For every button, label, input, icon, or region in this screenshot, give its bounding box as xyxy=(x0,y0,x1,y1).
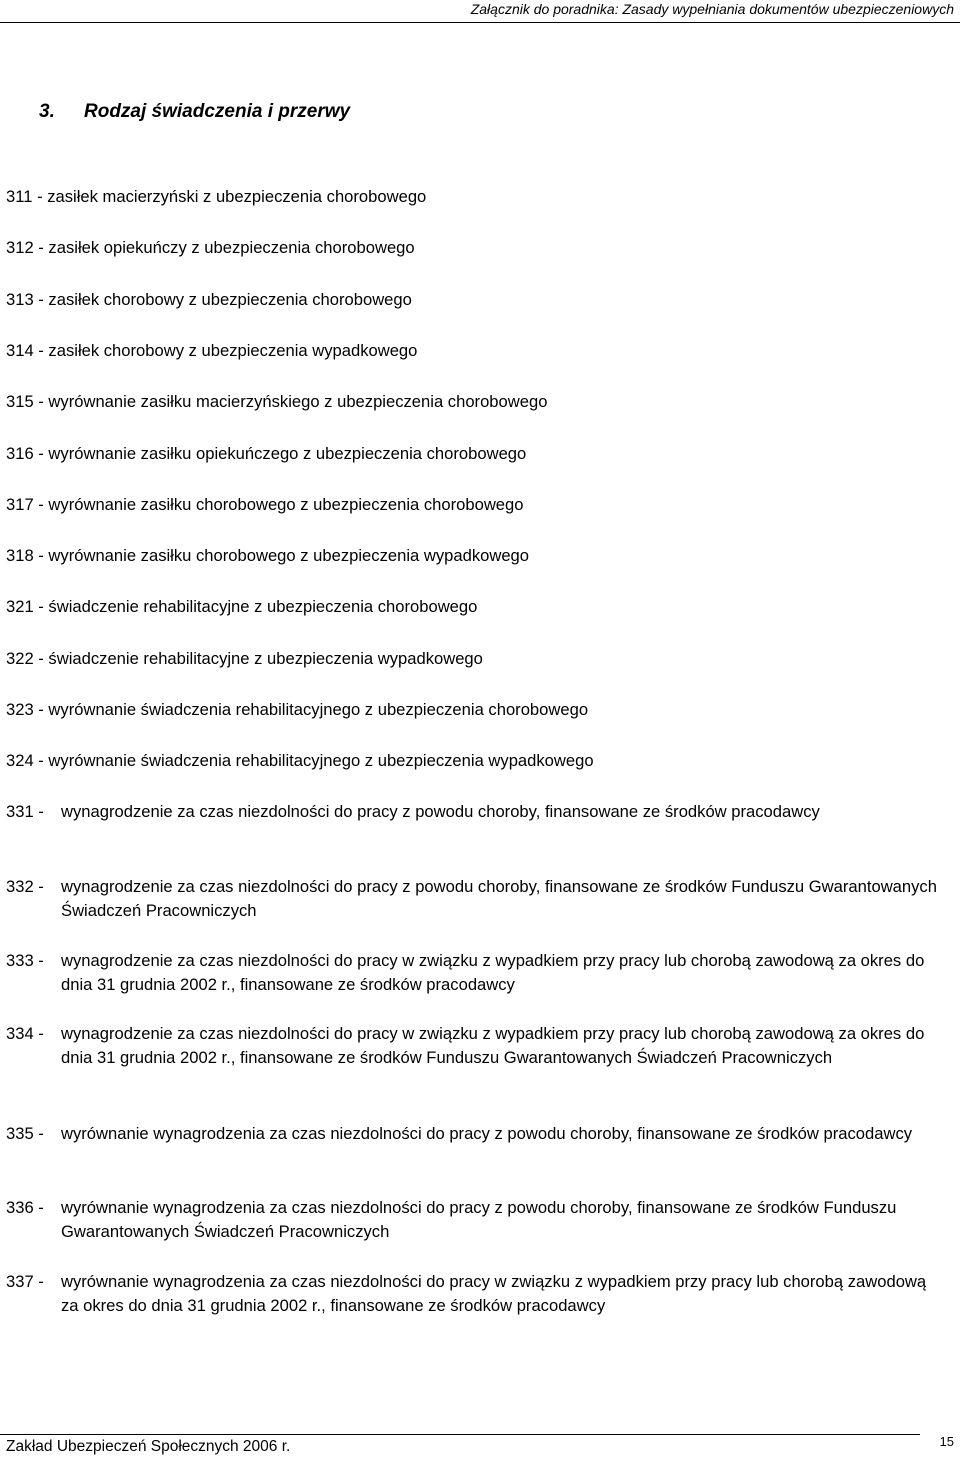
list-item xyxy=(6,647,946,671)
list-item xyxy=(6,544,946,568)
list-item xyxy=(6,949,946,996)
list-item xyxy=(6,698,946,722)
entry-text: 321 - świadczenie rehabilitacyjne z ubezpieczenia chorobowego xyxy=(6,597,478,616)
entry-text: 324 - wyrównanie świadczenia rehabilitacyjnego z ubezpieczenia wypadkowego xyxy=(6,751,594,770)
entry-description: wynagrodzenie za czas niezdolności do pracy w związku z wypadkiem przy pracy lub chorobą zawodową za okres do dnia 31 grudnia 2002 r., finansowane ze środków Funduszu Gwarantowanych Świadczeń Pracowniczych xyxy=(61,1024,925,1067)
footer-divider xyxy=(0,1434,920,1435)
entry-text: 314 - zasiłek chorobowy z ubezpieczenia wypadkowego xyxy=(6,341,418,360)
section-number: 3. xyxy=(39,101,55,122)
section-title: Rodzaj świadczenia i przerwy xyxy=(84,101,351,122)
entry-text: 323 - wyrównanie świadczenia rehabilitacyjnego z ubezpieczenia chorobowego xyxy=(6,700,589,719)
entry-code: 332 - xyxy=(6,877,44,896)
list-item xyxy=(6,1022,946,1069)
list-item xyxy=(6,1270,946,1317)
entry-description: wyrównanie wynagrodzenia za czas niezdolności do pracy z powodu choroby, finansowane ze środków Funduszu Gwarantowanych Świadczeń Pracowniczych xyxy=(61,1198,897,1241)
entry-text: 312 - zasiłek opiekuńczy z ubezpieczenia chorobowego xyxy=(6,238,415,257)
list-item xyxy=(6,1122,946,1146)
list-item xyxy=(6,390,946,414)
list-item xyxy=(6,236,946,260)
header-title: Załącznik do poradnika: Zasady wypełniania dokumentów ubezpieczeniowych xyxy=(470,1,954,17)
list-item xyxy=(6,1196,946,1243)
entry-text: 317 - wyrównanie zasiłku chorobowego z ubezpieczenia chorobowego xyxy=(6,495,524,514)
entry-description: wyrównanie wynagrodzenia za czas niezdolności do pracy w związku z wypadkiem przy pracy lub chorobą zawodową za okres do dnia 31 grudnia 2002 r., finansowane ze środków pracodawcy xyxy=(61,1272,927,1315)
entry-text: 313 - zasiłek chorobowy z ubezpieczenia chorobowego xyxy=(6,290,412,309)
list-item xyxy=(6,339,946,363)
entry-description: wynagrodzenie za czas niezdolności do pracy z powodu choroby, finansowane ze środków Funduszu Gwarantowanych Świadczeń Pracowniczych xyxy=(61,877,937,920)
footer-text: Zakład Ubezpieczeń Społecznych 2006 r. xyxy=(6,1438,291,1455)
entry-text: 316 - wyrównanie zasiłku opiekuńczego z ubezpieczenia chorobowego xyxy=(6,444,527,463)
entry-text: 315 - wyrównanie zasiłku macierzyńskiego z ubezpieczenia chorobowego xyxy=(6,392,548,411)
list-item xyxy=(6,493,946,517)
entry-code: 336 - xyxy=(6,1198,44,1217)
entry-text: 311 - zasiłek macierzyński z ubezpieczenia chorobowego xyxy=(6,187,427,206)
list-item xyxy=(6,185,946,209)
entry-code: 334 - xyxy=(6,1024,44,1043)
list-item xyxy=(6,800,946,824)
list-item xyxy=(6,595,946,619)
entry-description: wynagrodzenie za czas niezdolności do pracy z powodu choroby, finansowane ze środków pracodawcy xyxy=(61,802,820,821)
page-number: 15 xyxy=(939,1434,954,1449)
entry-text: 318 - wyrównanie zasiłku chorobowego z ubezpieczenia wypadkowego xyxy=(6,546,530,565)
section-heading xyxy=(39,101,350,123)
page-footer xyxy=(0,1434,960,1457)
entry-code: 335 - xyxy=(6,1124,44,1143)
entry-description: wyrównanie wynagrodzenia za czas niezdolności do pracy z powodu choroby, finansowane ze środków pracodawcy xyxy=(61,1124,913,1143)
entry-code: 333 - xyxy=(6,951,44,970)
list-item xyxy=(6,288,946,312)
list-item xyxy=(6,442,946,466)
list-item xyxy=(6,875,946,922)
entry-description: wynagrodzenie za czas niezdolności do pracy w związku z wypadkiem przy pracy lub chorobą zawodową za okres do dnia 31 grudnia 2002 r., finansowane ze środków pracodawcy xyxy=(61,951,925,994)
entry-code: 331 - xyxy=(6,802,44,821)
list-item xyxy=(6,749,946,773)
page-header xyxy=(0,0,960,23)
entry-text: 322 - świadczenie rehabilitacyjne z ubezpieczenia wypadkowego xyxy=(6,649,483,668)
entry-code: 337 - xyxy=(6,1272,44,1291)
